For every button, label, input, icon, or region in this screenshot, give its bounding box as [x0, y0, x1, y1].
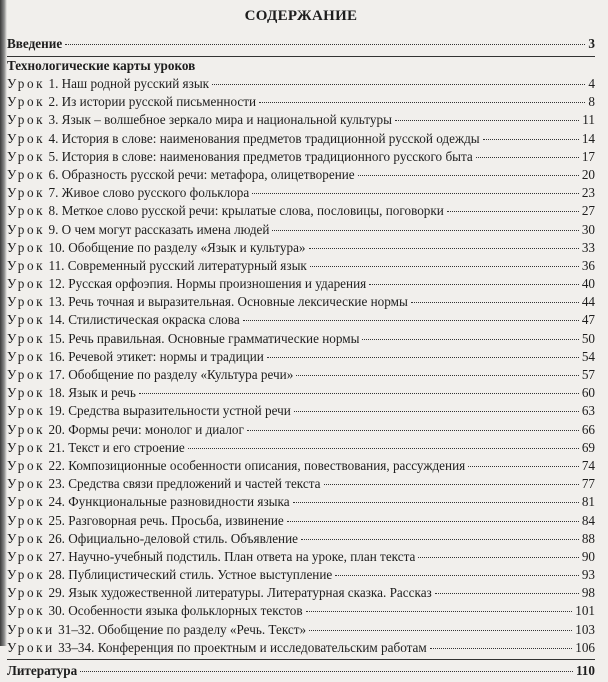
lesson-title: 31–32. Обобщение по разделу «Речь. Текст» [58, 621, 307, 637]
entry-label [7, 439, 185, 457]
lesson-prefix: Урок [7, 294, 46, 310]
dot-leader [411, 302, 579, 303]
toc-entry-lesson[interactable] [7, 584, 595, 602]
dot-leader [468, 466, 579, 467]
dot-leader [212, 84, 585, 85]
page-number: 50 [581, 330, 595, 346]
dot-leader [306, 611, 573, 612]
lesson-title: 6. Образность русской речи: метафора, олицетворение [48, 166, 355, 182]
lesson-prefix: Урок [7, 166, 46, 182]
page-number: 110 [575, 663, 595, 678]
lesson-title: 3. Язык – волшебное зеркало мира и национальной культуры [48, 112, 392, 128]
lesson-title: 18. Язык и речь [48, 385, 136, 401]
page-number: 27 [581, 203, 595, 219]
entry-label [7, 93, 256, 111]
page-number: 17 [581, 148, 595, 164]
entry-label [7, 275, 366, 293]
lesson-title: 26. Официально-деловой стиль. Объявление [48, 530, 299, 546]
dot-leader [362, 339, 578, 340]
lesson-prefix: Урок [7, 330, 46, 346]
lesson-prefix: Урок [7, 476, 46, 492]
toc-entry-lesson[interactable] [7, 548, 595, 566]
entry-label [7, 311, 240, 329]
toc-entry-lesson[interactable] [7, 184, 595, 202]
dot-leader [293, 502, 579, 503]
entry-label: Литература [7, 663, 78, 678]
entry-label [7, 548, 415, 566]
dot-leader [369, 284, 579, 285]
entry-label [7, 239, 306, 257]
page-number: 103 [575, 621, 595, 637]
lesson-title: 16. Речевой этикет: нормы и традиции [48, 348, 264, 364]
lesson-prefix: Урок [7, 439, 46, 455]
toc-entry-lesson[interactable] [7, 493, 595, 511]
page-number: 3 [588, 36, 595, 51]
dot-leader [188, 448, 579, 449]
dot-leader [296, 375, 579, 376]
lesson-prefix: Уроки [7, 639, 55, 655]
lesson-title: 11. Современный русский литературный язык [48, 257, 307, 273]
lesson-title: 20. Формы речи: монолог и диалог [48, 421, 244, 437]
lesson-title: 28. Публицистический стиль. Устное выступление [48, 567, 333, 583]
page-number: 77 [581, 476, 595, 492]
page-number: 40 [581, 276, 595, 292]
lesson-title: 25. Разговорная речь. Просьба, извинение [48, 512, 284, 528]
page-number: 63 [581, 403, 595, 419]
dot-leader [139, 393, 579, 394]
page-number: 81 [581, 494, 595, 510]
lesson-prefix: Урок [7, 367, 46, 382]
toc-entry-lesson[interactable] [7, 293, 595, 311]
dot-leader [247, 430, 579, 431]
page-number: 101 [575, 603, 595, 619]
entry-label [7, 402, 291, 420]
page-number: 30 [581, 221, 595, 237]
toc-entry-lesson[interactable] [7, 639, 595, 657]
entry-label [7, 493, 290, 511]
lesson-title: 1. Наш родной русский язык [48, 76, 210, 91]
toc-entry-intro[interactable] [7, 34, 595, 54]
section-heading: Технологические карты уроков [7, 58, 196, 73]
entry-label [7, 512, 284, 530]
dot-leader [243, 320, 579, 321]
lesson-title: 30. Особенности языка фольклорных текстов [48, 603, 303, 619]
dot-leader [267, 357, 579, 358]
dot-leader [483, 139, 579, 140]
toc-entry-lesson[interactable] [7, 330, 595, 348]
lesson-title: 24. Функциональные разновидности языка [48, 494, 290, 510]
lesson-prefix: Урок [7, 385, 46, 401]
toc-entry-lesson[interactable] [7, 475, 595, 493]
entry-label [7, 384, 136, 402]
entry-label: Введение [7, 36, 63, 51]
dot-leader [294, 411, 579, 412]
lesson-prefix: Урок [7, 276, 46, 292]
page-number: 84 [581, 512, 595, 528]
page-number: 4 [588, 76, 595, 91]
page-number: 88 [581, 530, 595, 546]
toc-entry-lesson[interactable] [7, 512, 595, 530]
lesson-prefix: Урок [7, 312, 46, 328]
entry-label [7, 566, 332, 584]
dot-leader [335, 575, 579, 576]
toc-entry-lesson[interactable] [7, 311, 595, 329]
lesson-prefix: Урок [7, 530, 46, 546]
dot-leader [80, 671, 573, 672]
lesson-title: 29. Язык художественной литературы. Литературная сказка. Рассказ [48, 585, 432, 601]
entry-label [7, 330, 359, 348]
lesson-prefix: Урок [7, 221, 46, 237]
page-number: 60 [581, 385, 595, 401]
page-number: 8 [588, 94, 595, 110]
lesson-title: 5. История в слове: наименования предметов традиционного русского быта [48, 148, 473, 164]
entry-label [7, 202, 444, 220]
dot-leader [430, 648, 572, 649]
toc-entry-lesson[interactable] [7, 566, 595, 584]
entry-label [7, 348, 264, 366]
entry-label [7, 639, 427, 657]
entry-label [7, 257, 307, 275]
lesson-title: 27. Научно-учебный подстиль. План ответа на уроке, план текста [48, 548, 416, 564]
entry-label [7, 148, 473, 166]
lesson-list [7, 75, 595, 657]
lesson-prefix: Уроки [7, 621, 55, 637]
page-number: 44 [581, 294, 595, 310]
entry-label [7, 621, 306, 639]
dot-leader [418, 557, 578, 558]
dot-leader [476, 157, 579, 158]
entry-label [7, 111, 392, 129]
page-number: 11 [582, 112, 595, 128]
lesson-prefix: Урок [7, 494, 46, 510]
page-number: 74 [581, 457, 595, 473]
lesson-prefix: Урок [7, 421, 46, 437]
lesson-title: 17. Обобщение по разделу «Культура речи» [48, 367, 294, 382]
lesson-title: 13. Речь точная и выразительная. Основные лексические нормы [48, 294, 408, 310]
entry-label [7, 166, 355, 184]
dot-leader [447, 211, 579, 212]
page-title: СОДЕРЖАНИЕ [244, 8, 358, 24]
lesson-prefix: Урок [7, 94, 46, 110]
lesson-prefix: Урок [7, 603, 46, 619]
toc-entry-lesson[interactable] [7, 257, 595, 275]
entry-label [7, 530, 298, 548]
toc-entry-lesson[interactable] [7, 421, 595, 439]
lesson-title: 8. Меткое слово русской речи: крылатые слова, пословицы, поговорки [48, 203, 444, 219]
toc-entry-lesson[interactable] [7, 366, 595, 384]
dot-leader [309, 630, 572, 631]
toc-entry-lesson[interactable] [7, 621, 595, 639]
entry-label [7, 457, 465, 475]
table-of-contents [7, 0, 595, 682]
lesson-prefix: Урок [7, 148, 46, 164]
dot-leader [395, 120, 579, 121]
toc-entry-lesson[interactable] [7, 148, 595, 166]
page-number: 33 [581, 239, 595, 255]
entry-label [7, 421, 244, 439]
book-binding-shadow [0, 0, 7, 646]
lesson-title: 12. Русская орфоэпия. Нормы произношения и ударения [48, 276, 367, 292]
lesson-title: 7. Живое слово русского фольклора [48, 185, 250, 201]
toc-entry-lesson[interactable] [7, 239, 595, 257]
page-number: 69 [581, 439, 595, 455]
dot-leader [252, 193, 579, 194]
lesson-title: 10. Обобщение по разделу «Язык и культура» [48, 239, 306, 255]
dot-leader [324, 484, 579, 485]
page-number: 93 [581, 567, 595, 583]
lesson-prefix: Урок [7, 457, 46, 473]
lesson-prefix: Урок [7, 239, 46, 255]
toc-entry-lesson[interactable] [7, 439, 595, 457]
entry-label [7, 366, 293, 384]
page-number: 23 [581, 185, 595, 201]
toc-entry-lesson[interactable] [7, 457, 595, 475]
lesson-title: 33–34. Конференция по проектным и исследовательским работам [58, 639, 427, 655]
toc-entry-lesson[interactable] [7, 530, 595, 548]
toc-entry-lesson[interactable] [7, 402, 595, 420]
lesson-prefix: Урок [7, 257, 46, 273]
page-number: 106 [575, 639, 595, 655]
entry-label [7, 130, 480, 148]
page-number: 90 [581, 548, 595, 564]
entry-label [7, 584, 432, 602]
lesson-title: 14. Стилистическая окраска слова [48, 312, 240, 328]
toc-entry-lesson[interactable] [7, 275, 595, 293]
page-number: 54 [581, 348, 595, 364]
toc-entry-lesson[interactable] [7, 348, 595, 366]
toc-entry-lesson[interactable] [7, 111, 595, 129]
entry-label [7, 75, 209, 93]
lesson-title: 2. Из истории русской письменности [48, 94, 257, 110]
lesson-prefix: Урок [7, 585, 46, 601]
dot-leader [310, 266, 579, 267]
lesson-prefix: Урок [7, 203, 46, 219]
page-number: 47 [581, 312, 595, 328]
dot-leader [358, 175, 579, 176]
toc-entry-literature[interactable] [7, 660, 595, 682]
lesson-prefix: Урок [7, 130, 46, 146]
lesson-prefix: Урок [7, 185, 46, 201]
page-number: 98 [581, 585, 595, 601]
lesson-title: 22. Композиционные особенности описания, повествования, рассуждения [48, 457, 466, 473]
lesson-prefix: Урок [7, 403, 46, 419]
toc-entry-lesson[interactable] [7, 75, 595, 93]
toc-entry-lesson[interactable] [7, 202, 595, 220]
dot-leader [287, 521, 579, 522]
page-number: 36 [581, 257, 595, 273]
lesson-title: 19. Средства выразительности устной речи [48, 403, 291, 419]
toc-entry-lesson[interactable] [7, 166, 595, 184]
entry-label [7, 184, 249, 202]
dot-leader [65, 44, 585, 45]
toc-entry-lesson[interactable] [7, 602, 595, 620]
lesson-prefix: Урок [7, 567, 46, 583]
lesson-title: 4. История в слове: наименования предметов традиционной русской одежды [48, 130, 480, 146]
dot-leader [272, 230, 578, 231]
entry-label [7, 475, 321, 493]
page-number: 57 [581, 367, 595, 382]
page-number: 20 [581, 166, 595, 182]
entry-label [7, 602, 303, 620]
toc-entry-lesson[interactable] [7, 384, 595, 402]
dot-leader [301, 539, 579, 540]
lesson-title: 9. О чем могут рассказать имена людей [48, 221, 270, 237]
lesson-title: 23. Средства связи предложений и частей текста [48, 476, 321, 492]
entry-label [7, 293, 408, 311]
lesson-prefix: Урок [7, 548, 46, 564]
lesson-title: 21. Текст и его строение [48, 439, 185, 455]
dot-leader [435, 593, 579, 594]
lesson-prefix: Урок [7, 348, 46, 364]
lesson-prefix: Урок [7, 112, 46, 128]
page-number: 66 [581, 421, 595, 437]
page-number: 14 [581, 130, 595, 146]
dot-leader [309, 248, 579, 249]
lesson-prefix: Урок [7, 512, 46, 528]
toc-entry-lesson[interactable] [7, 221, 595, 239]
lesson-prefix: Урок [7, 76, 46, 91]
dot-leader [259, 102, 585, 103]
entry-label [7, 221, 269, 239]
lesson-title: 15. Речь правильная. Основные грамматические нормы [48, 330, 360, 346]
toc-entry-lesson[interactable] [7, 130, 595, 148]
toc-entry-lesson[interactable] [7, 93, 595, 111]
